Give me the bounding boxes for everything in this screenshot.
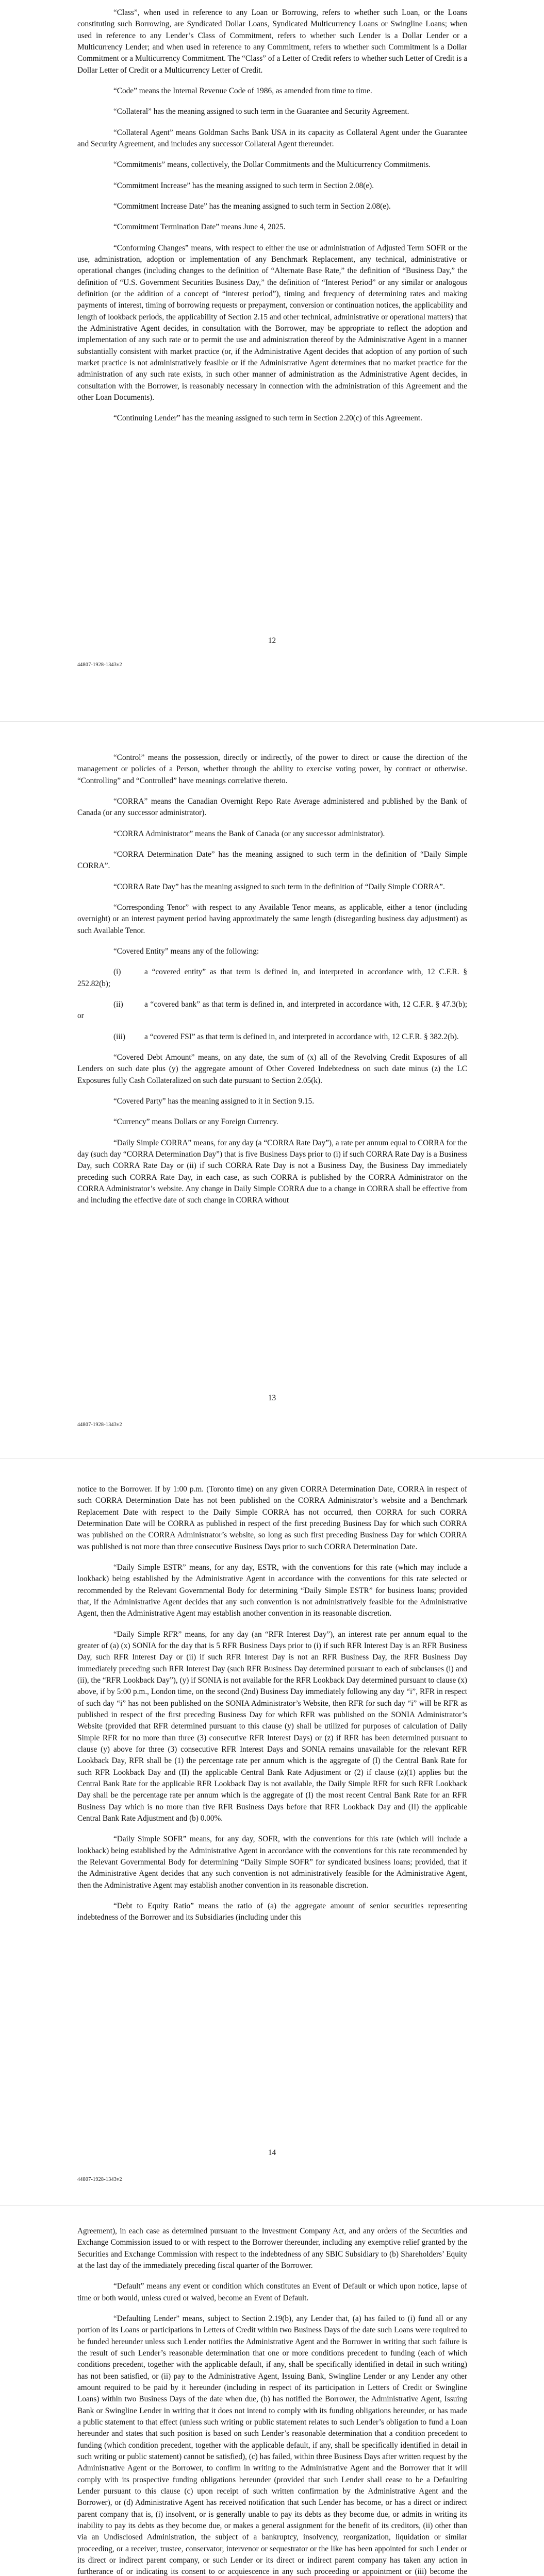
definition-daily-simple-rfr: “Daily Simple RFR” means, for any day (an “RFR Interest Day”), an interest rate per annum equal to the greater of (a) (x) SONIA for the day that is 5 RFR Business Days prior to (i) if such RFR Interest Day is an RFR Business Day, such RFR Interest Day or (ii) if such RFR Interest Day is not an RFR Business Day, the RFR Business Day immediately preceding such RFR Interest Day (such RFR Business Day determined pursuant to each of subclauses (i) and (ii), the “RFR Lookback Day”), (y) if SONIA is not available for the RFR Lookback Day determined pursuant to clause (x) above, if by 5:00 p.m., London time, on the second (2nd) Business Day immediately following any day “i”, RFR in respect of such day “i” has not been published on the SONIA Administrator’s Website, then RFR for such day “i” will be RFR as published in respect of the first preceding Business Day for which RFR was published on the SONIA Administrator’s Website (provided that RFR determined pursuant to this clause (y) shall be utilized for purposes of calculation of Daily Simple RFR for no more than three (3) consecutive RFR Interest Days) or (z) if RFR has been determined pursuant to clause (y) above for three (3) consecutive RFR Interest Days and SONIA remains unavailable for the relevant RFR Lookback Day, RFR shall be (1) the percentage rate per annum which is the aggregate of (I) the Central Bank Rate for such RFR Lookback Day and (II) the applicable Central Bank Rate Adjustment or (2) if clause (z)(1) applies but the Central Bank Rate for the applicable RFR Lookback Day is not available, the Daily Simple RFR for such RFR Lookback Day shall be the percentage rate per annum which is the aggregate of (I) the most recent Central Bank Rate for an RFR Business Day which is no more than five RFR Business Days before that RFR Lookback Day and (II) the applicable Central Bank Rate Adjustment and (b) 0.00%. bbox=[77, 1630, 467, 1823]
definition-corresponding-tenor: “Corresponding Tenor” with respect to any Available Tenor means, as applicable, either a tenor (including overnight) or an interest payment period having approximately the same length (disregarding business day adjustment) as such Available Tenor. bbox=[77, 903, 467, 935]
definition-corra-determination-date: “CORRA Determination Date” has the meaning assigned to such term in the definition of “Daily Simple CORRA”. bbox=[77, 850, 467, 871]
page-14-body bbox=[77, 1484, 467, 1933]
definition-commitments: “Commitments” means, collectively, the Dollar Commitments and the Multicurrency Commitments. bbox=[113, 160, 431, 170]
definition-class: “Class”, when used in reference to any Loan or Borrowing, refers to whether such Loan, or the Loans constituting such Borrowing, are Syndicated Dollar Loans, Syndicated Multicurrency Loans or Swingline Loans; when used in reference to any Lender’s Class of Commitment, refers to whether such Lender is a Dollar Lender or a Multicurrency Lender; and when used in reference to any Commitment, refers to whether such Commitment is a Dollar Commitment or a Multicurrency Commitment. The “Class” of a Letter of Credit refers to whether such Letter of Credit is a Dollar Letter of Credit or a Multicurrency Letter of Credit. bbox=[77, 8, 467, 75]
covered-entity-item-iii bbox=[77, 1031, 467, 1043]
document-id: 44807-1928-1343v2 bbox=[77, 662, 122, 668]
page-13-body bbox=[77, 752, 467, 1216]
definition-corra: “CORRA” means the Canadian Overnight Repo Rate Average administered and published by the Bank of Canada (or any successor administrator). bbox=[77, 796, 467, 818]
definition-commitment-increase: “Commitment Increase” has the meaning assigned to such term in Section 2.08(e). bbox=[113, 181, 374, 190]
page-number: 13 bbox=[268, 1394, 276, 1402]
item-label: (ii) bbox=[113, 999, 123, 1009]
definition-collateral: “Collateral” has the meaning assigned to such term in the Guarantee and Security Agreement. bbox=[113, 107, 409, 116]
document-id: 44807-1928-1343v2 bbox=[77, 2177, 122, 2182]
document-id: 44807-1928-1343v2 bbox=[77, 1422, 122, 1428]
debt-to-equity-continued: Agreement), in each case as determined pursuant to the Investment Company Act, and any orders of the Securities and Exchange Commission issued to or with respect to the Borrower thereunder, including any exemptive relief granted by the Securities and Exchange Commission with respect to the indebtedness of any SBIC Subsidiary to (b) Shareholders’ Equity at the last day of the immediately preceding fiscal quarter of the Borrower. bbox=[77, 2227, 467, 2270]
item-label: (iii) bbox=[113, 1032, 125, 1041]
definition-corra-administrator: “CORRA Administrator” means the Bank of Canada (or any successor administrator). bbox=[113, 829, 385, 838]
definition-covered-entity: “Covered Entity” means any of the following: bbox=[113, 946, 259, 956]
definition-debt-to-equity-ratio: “Debt to Equity Ratio” means the ratio of (a) the aggregate amount of senior securities representing indebtedness of the Borrower and its Subsidiaries (including under this bbox=[77, 1901, 467, 1922]
item-text: a “covered bank” as that term is defined in, and interpreted in accordance with, 12 C.F.R. § 47.3(b); or bbox=[77, 999, 467, 1021]
page-divider bbox=[0, 721, 544, 722]
page-divider bbox=[0, 2205, 544, 2206]
page-12 bbox=[0, 0, 544, 670]
page-15-body bbox=[77, 2226, 467, 2576]
item-text: a “covered FSI” as that term is defined in, and interpreted in accordance with, 12 C.F.R. § 382.2(b). bbox=[144, 1032, 459, 1041]
page-14 bbox=[0, 1484, 544, 2190]
definition-collateral-agent: “Collateral Agent” means Goldman Sachs Bank USA in its capacity as Collateral Agent under the Guarantee and Security Agreement, and includes any successor Collateral Agent thereunder. bbox=[77, 128, 467, 148]
definition-daily-simple-corra: “Daily Simple CORRA” means, for any day (a “CORRA Rate Day”), a rate per annum equal to CORRA for the day (such day “CORRA Determination Day”) that is five Business Days prior to (i) if such CORRA Rate Day is a Business Day, such CORRA Rate Day or (ii) if such CORRA Rate Day is not a Business Day, the Business Day immediately preceding such CORRA Rate Day, in each case, as such CORRA is published by the CORRA Administrator on the CORRA Administrator’s website. Any change in Daily Simple CORRA due to a change in CORRA shall be effective from and including the effective date of such change in CORRA without bbox=[77, 1138, 467, 1205]
page-15 bbox=[0, 2226, 544, 2576]
item-text: a “covered entity” as that term is defined in, and interpreted in accordance with, 12 C.F.R. § 252.82(b); bbox=[77, 968, 467, 988]
page-number: 12 bbox=[268, 636, 276, 645]
definition-default: “Default” means any event or condition which constitutes an Event of Default or which upon notice, lapse of time or both would, unless cured or waived, become an Event of Default. bbox=[77, 2282, 467, 2302]
definition-daily-simple-estr: “Daily Simple ESTR” means, for any day, ESTR, with the conventions for this rate (which may include a lookback) being established by the Administrative Agent in accordance with the conventions for this rate selected or recommended by the Relevant Governmental Body for determining “Daily Simple ESTR” for business loans; provided that, if the Administrative Agent decides that any such convention is not administratively feasible for the Administrative Agent, then the Administrative Agent may establish another convention in its reasonable discretion. bbox=[77, 1563, 467, 1618]
covered-entity-item-i bbox=[77, 967, 467, 990]
definition-conforming-changes: “Conforming Changes” means, with respect to either the use or administration of Adjusted Term SOFR or the use, administration, adoption or implementation of any Benchmark Replacement, any technical, administrative or operational changes (including changes to the definition of “Alternate Base Rate,” the definition of “Business Day,” the definition of “U.S. Government Securities Business Day,” the definition of “Interest Period” or any similar or analogous definition (or the addition of a concept of “interest period”), timing and frequency of determining rates and making payments of interest, timing of borrowing requests or prepayment, conversion or continuation notices, the applicability and length of lookback periods, the applicability of Section 2.15 and other technical, administrative or operational matters) that the Administrative Agent decides, in consultation with the Borrower, may be appropriate to reflect the adoption and implementation of any such rate or to permit the use and administration thereof by the Administrative Agent in a manner substantially consistent with market practice (or, if the Administrative Agent decides that adoption of any portion of such market practice is not administratively feasible or if the Administrative Agent determines that no market practice for the administration of any such rate exists, in such other manner of administration as the Administrative Agent decides, in consultation with the Borrower, is reasonably necessary in connection with the administration of this Agreement and the other Loan Documents). bbox=[77, 243, 467, 402]
page-13 bbox=[0, 752, 544, 1437]
page-divider bbox=[0, 1458, 544, 1459]
definition-covered-party: “Covered Party” has the meaning assigned to it in Section 9.15. bbox=[113, 1096, 315, 1106]
page-number: 14 bbox=[268, 2148, 276, 2157]
definition-commitment-termination-date: “Commitment Termination Date” means June 4, 2025. bbox=[113, 223, 286, 232]
definition-currency: “Currency” means Dollars or any Foreign Currency. bbox=[113, 1117, 278, 1127]
item-label: (i) bbox=[113, 968, 121, 977]
page-12-body bbox=[77, 7, 467, 434]
covered-entity-item-ii bbox=[77, 999, 467, 1022]
definition-continuing-lender: “Continuing Lender” has the meaning assigned to such term in Section 2.20(c) of this Agreement. bbox=[113, 414, 422, 423]
definition-defaulting-lender: “Defaulting Lender” means, subject to Section 2.19(b), any Lender that, (a) has failed to (i) fund all or any portion of its Loans or participations in Letters of Credit within two Business Days of the date such Loans were required to be funded hereunder unless such Lender notifies the Administrative Agent and the Borrower in writing that such failure is the result of such Lender’s reasonable determination that one or more conditions precedent to funding (each of which conditions precedent, together with the applicable default, if any, shall be specifically identified in detail in such writing) has not been satisfied, or (ii) pay to the Administrative Agent, Issuing Bank, Swingline Lender or any Lender any other amount required to be paid by it hereunder (including in respect of its participation in Letters of Credit or Swingline Loans) within two Business Days of the date when due, (b) has notified the Borrower, the Administrative Agent, Issuing Bank or Swingline Lender in writing that it does not intend to comply with its funding obligations hereunder, or has made a public statement to that effect (unless such writing or public statement relates to such Lender’s obligation to fund a Loan hereunder and states that such position is based on such Lender’s reasonable determination that a condition precedent to funding (which condition precedent, together with the applicable default, if any, shall be specifically identified in detail in such writing or public statement) cannot be satisfied), (c) has failed, within three Business Days after written request by the Administrative Agent or the Borrower, to confirm in writing to the Administrative Agent and the Borrower that it will comply with its prospective funding obligations hereunder (provided that such Lender shall cease to be a Defaulting Lender pursuant to this clause (c) upon receipt of such written confirmation by the Administrative Agent and the Borrower), or (d) Administrative Agent has received notification that such Lender has become, or has a direct or indirect parent company that is, (i) insolvent, or is generally unable to pay its debts as they become due, or admits in writing its inability to pay its debts as they become due, or makes a general assignment for the benefit of its creditors, (ii) other than via an Undisclosed Administration, the subject of a bankruptcy, insolvency, reorganization, liquidation or similar proceeding, or a receiver, trustee, conservator, intervenor or sequestrator or the like has been appointed for such Lender or its direct or indirect parent company, or such Lender or its direct or indirect parent company has taken any action in furtherance of or indicating its consent to or acquiescence in any such proceeding or appointment or (iii) become the bbox=[77, 2314, 467, 2576]
definition-code: “Code” means the Internal Revenue Code of 1986, as amended from time to time. bbox=[113, 86, 372, 95]
definition-covered-debt-amount: “Covered Debt Amount” means, on any date, the sum of (x) all of the Revolving Credit Exposures of all Lenders on such date plus (y) the aggregate amount of Other Covered Indebtedness on such date minus (z) the LC Exposures fully Cash Collateralized on such date pursuant to Section 2.05(k). bbox=[77, 1053, 467, 1085]
definition-control: “Control” means the possession, directly or indirectly, of the power to direct or cause the direction of the management or policies of a Person, whether through the ability to exercise voting power, by contract or otherwise. “Controlling” and “Controlled” have meanings correlative thereto. bbox=[77, 753, 467, 785]
definition-commitment-increase-date: “Commitment Increase Date” has the meaning assigned to such term in Section 2.08(e). bbox=[113, 201, 391, 211]
daily-simple-corra-continued: notice to the Borrower. If by 1:00 p.m. (Toronto time) on any given CORRA Determination Date, CORRA in respect of such CORRA Determination Date has not been published on the CORRA Administrator’s website and a Benchmark Replacement Date with respect to the Daily Simple CORRA has not occurred, then CORRA for such CORRA Determination Date will be CORRA as published in respect of the first preceding Business Day for which such CORRA was published on the CORRA Administrator’s website, so long as such first preceding Business Day for which CORRA was published is not more than three consecutive Business Days prior to such CORRA Determination Date. bbox=[77, 1485, 467, 1551]
definition-corra-rate-day: “CORRA Rate Day” has the meaning assigned to such term in the definition of “Daily Simple CORRA”. bbox=[113, 882, 445, 891]
definition-daily-simple-sofr: “Daily Simple SOFR” means, for any day, SOFR, with the conventions for this rate (which will include a lookback) being established by the Administrative Agent in accordance with the conventions for this rate recommended by the Relevant Governmental Body for determining “Daily Simple SOFR” for syndicated business loans; provided, that if the Administrative Agent decides that any such convention is not administratively feasible for the Administrative Agent, then the Administrative Agent may establish another convention in its reasonable discretion. bbox=[77, 1835, 467, 1890]
